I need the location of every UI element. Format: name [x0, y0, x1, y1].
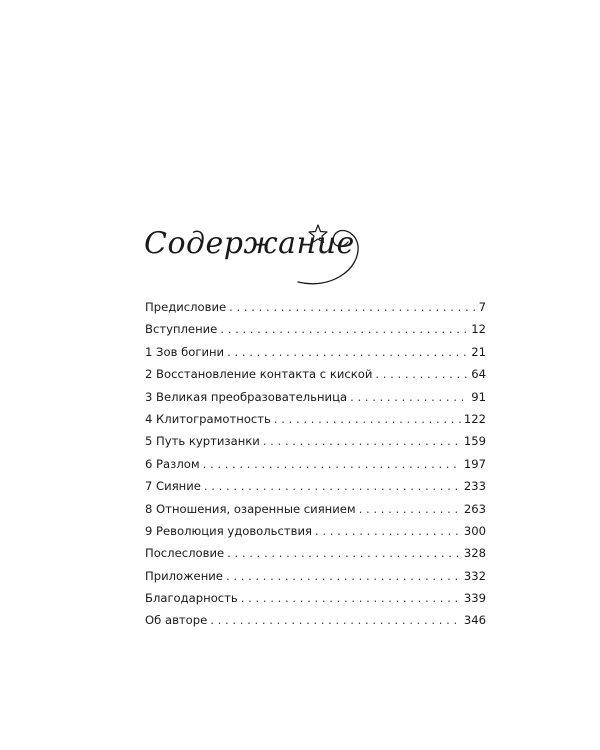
toc-leader-dots	[204, 479, 461, 493]
toc-leader-dots	[350, 390, 468, 404]
toc-entry-page-number: 263	[463, 501, 486, 516]
toc-entry-title: Приложение	[145, 568, 223, 583]
toc-entry-title: Об авторе	[145, 613, 208, 628]
toc-entry-page-number: 332	[463, 568, 486, 583]
toc-entry	[145, 546, 486, 568]
toc-entry	[145, 613, 486, 635]
toc-entry-page-number: 21	[471, 344, 486, 359]
toc-entry	[145, 390, 486, 412]
toc-entry	[145, 524, 486, 546]
toc-leader-dots	[226, 569, 461, 583]
toc-entry-title: Вступление	[145, 322, 218, 337]
toc-leader-dots	[203, 457, 461, 471]
toc-entry-page-number: 159	[463, 434, 486, 449]
toc-entry-title: 5 Путь куртизанки	[145, 434, 260, 449]
toc-entry	[145, 457, 486, 479]
toc-entry-page-number: 64	[471, 367, 486, 382]
toc-leader-dots	[220, 322, 468, 336]
contents-heading	[140, 212, 380, 302]
toc-entry	[145, 434, 486, 456]
toc-entry-page-number: 12	[471, 322, 486, 337]
toc-entry-title: 9 Революция удовольствия	[145, 523, 312, 538]
toc-leader-dots	[315, 524, 461, 538]
toc-leader-dots	[241, 591, 461, 605]
toc-leader-dots	[359, 502, 461, 516]
toc-entry	[145, 322, 486, 344]
toc-leader-dots	[263, 434, 461, 448]
toc-entry-title: 3 Великая преобразовательница	[145, 389, 348, 404]
toc-leader-dots	[227, 345, 468, 359]
toc-entry-page-number: 233	[463, 479, 486, 494]
toc-entry-page-number: 122	[463, 411, 486, 426]
toc-entry-title: 1 Зов богини	[145, 344, 225, 359]
toc-entry-page-number: 328	[463, 546, 486, 561]
toc-entry	[145, 300, 486, 322]
toc-entry-title: 6 Разлом	[145, 456, 200, 471]
toc-entry-page-number: 339	[463, 591, 486, 606]
toc-entry-title: 8 Отношения, озаренные сиянием	[145, 501, 356, 516]
toc-entry	[145, 591, 486, 613]
toc-entry	[145, 412, 486, 434]
toc-leader-dots	[210, 613, 461, 627]
toc-entry	[145, 502, 486, 524]
toc-entry	[145, 479, 486, 501]
toc-entry	[145, 345, 486, 367]
toc-entry-title: 2 Восстановление контакта с киской	[145, 367, 373, 382]
toc-entry-page-number: 91	[471, 389, 486, 404]
toc-leader-dots	[229, 300, 475, 314]
toc-entry-page-number: 346	[463, 613, 486, 628]
toc-entry-page-number: 197	[463, 456, 486, 471]
toc-entry	[145, 569, 486, 591]
toc-entry-page-number: 7	[478, 300, 486, 314]
toc-entry-page-number: 300	[463, 523, 486, 538]
toc-entry-title: 4 Клитограмотность	[145, 411, 271, 426]
toc-entry	[145, 367, 486, 389]
table-of-contents	[145, 300, 486, 636]
contents-title: Содержание	[144, 226, 355, 261]
toc-entry-title: Послесловие	[145, 546, 225, 561]
toc-entry-title: 7 Сияние	[145, 479, 201, 494]
toc-entry-title: Предисловие	[145, 300, 227, 314]
star-swirl-flourish-icon	[290, 212, 380, 302]
toc-leader-dots	[274, 412, 461, 426]
toc-leader-dots	[227, 546, 461, 560]
toc-leader-dots	[375, 367, 468, 381]
toc-entry-title: Благодарность	[145, 591, 238, 606]
